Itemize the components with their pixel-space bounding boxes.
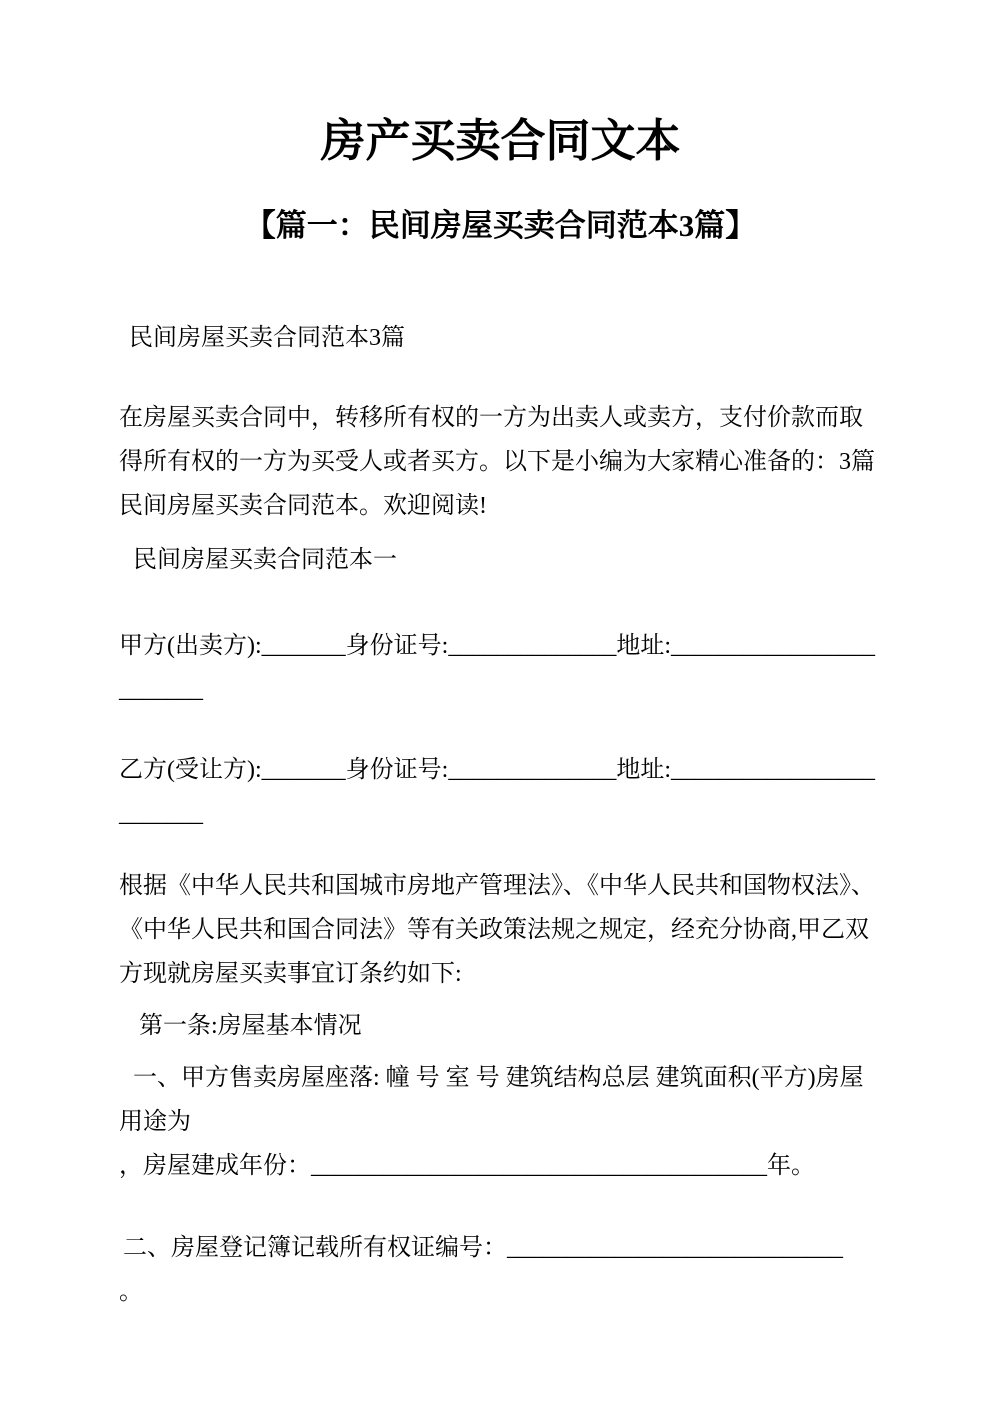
- clause-one-house-location: 一、甲方售卖房屋座落: 幢 号 室 号 建筑结构总层 建筑面积(平方)房屋用途为: [119, 1065, 864, 1135]
- legal-basis-paragraph: 根据《中华人民共和国城市房地产管理法》、《中华人民共和国物权法》、《中华人民共和国合同法》等有关政策法规之规定，经充分协商,甲乙双方现就房屋买卖事宜订条约如下:: [119, 873, 875, 987]
- clause-two-ownership-certificate: 二、房屋登记簿记载所有权证编号：____________________________: [123, 1235, 843, 1261]
- intro-paragraph: 在房屋买卖合同中，转移所有权的一方为出卖人或卖方，支付价款而取得所有权的一方为买受人或者买方。以下是小编为大家精心准备的：3篇民间房屋买卖合同范本。欢迎阅读!: [119, 405, 875, 519]
- clause-two-period: 。: [119, 1279, 143, 1305]
- sample-one-heading: 民间房屋买卖合同范本一: [133, 547, 397, 573]
- party-b-blank-line: 乙方(受让方):_______身份证号:______________地址:________________________: [119, 757, 875, 827]
- article-one-heading: 第一条:房屋基本情况: [139, 1013, 362, 1039]
- party-a-blank-line: 甲方(出卖方):_______身份证号:______________地址:________________________: [119, 633, 875, 703]
- sample-collection-heading: 民间房屋买卖合同范本3篇: [129, 325, 405, 351]
- section-one-header: 【篇一：民间房屋买卖合同范本3篇】: [244, 208, 757, 243]
- document-title: 房产买卖合同文本: [320, 116, 681, 166]
- build-year-blank-line: ，房屋建成年份：______________________________________年。: [119, 1153, 815, 1179]
